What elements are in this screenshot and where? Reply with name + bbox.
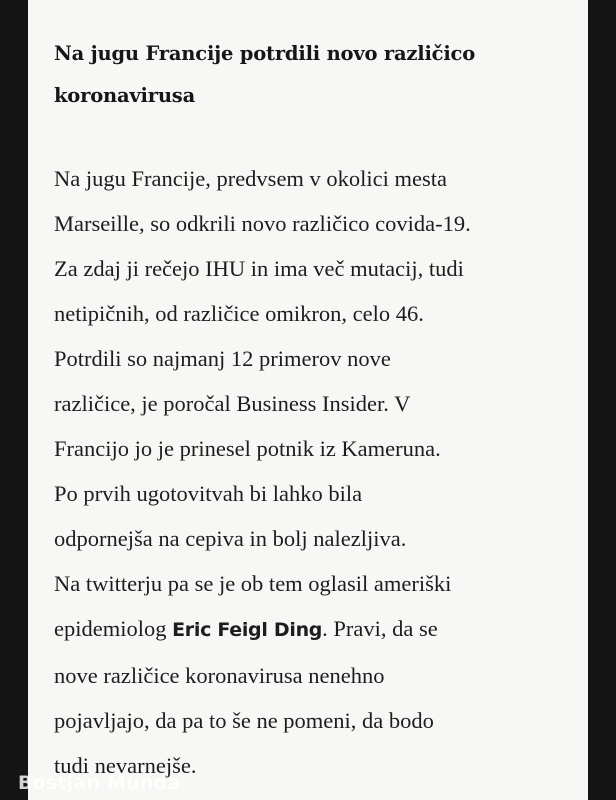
body-line: pojavljajo, da pa to še ne pomeni, da bodo <box>54 708 434 733</box>
body-text: . Pravi, da se <box>322 616 438 641</box>
body-line: tudi nevarnejše. <box>54 753 197 778</box>
body-line: Na jugu Francije, predvsem v okolici mesta <box>54 166 448 191</box>
article-card <box>28 0 588 800</box>
person-name: Eric Feigl Ding <box>172 619 323 641</box>
body-line: različice, je poročal Business Insider. V <box>54 391 411 416</box>
body-line-with-name <box>54 606 584 653</box>
body-line: Na twitterju pa se je ob tem oglasil ameriški <box>54 571 452 596</box>
body-text: epidemiolog <box>54 616 173 641</box>
author-watermark: Boštjan Munda <box>18 772 181 794</box>
article-body <box>54 156 584 788</box>
body-line: netipičnih, od različice omikron, celo 46. <box>54 301 424 326</box>
body-line: nove različice koronavirusa nenehno <box>54 663 385 688</box>
body-line: Potrdili so najmanj 12 primerov nove <box>54 346 391 371</box>
body-line: Marseille, so odkrili novo različico covida-19. <box>54 211 471 236</box>
body-line: Po prvih ugotovitvah bi lahko bila <box>54 481 363 506</box>
headline-line: koronavirusa <box>54 84 196 107</box>
body-line: Francijo jo je prinesel potnik iz Kameruna. <box>54 436 441 461</box>
body-line: Za zdaj ji rečejo IHU in ima več mutacij, tudi <box>54 256 464 281</box>
body-line: odpornejša na cepiva in bolj nalezljiva. <box>54 526 407 551</box>
headline-line: Na jugu Francije potrdili novo različico <box>54 42 476 65</box>
article-headline <box>54 33 574 117</box>
